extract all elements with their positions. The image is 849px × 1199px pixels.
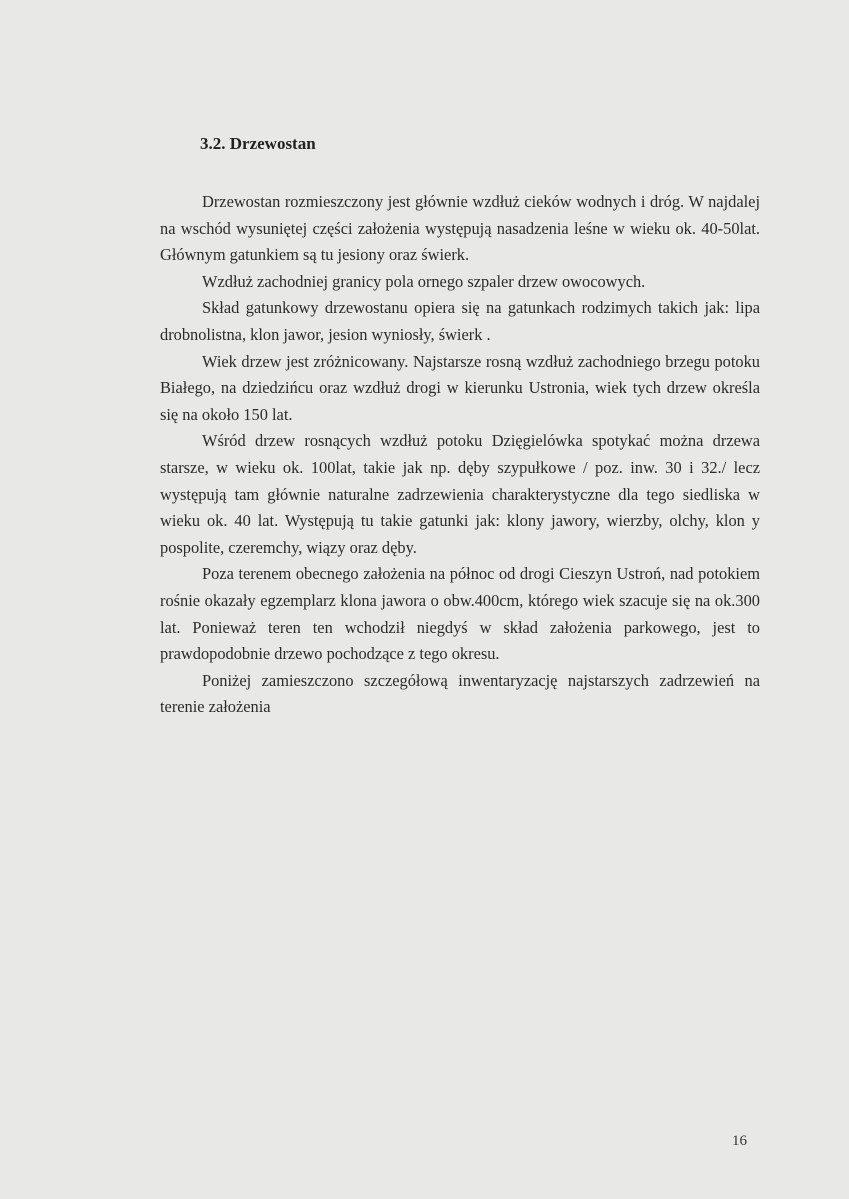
- paragraph: Poza terenem obecnego założenia na północ od drogi Cieszyn Ustroń, nad potokiem rośnie okazały egzemplarz klona jawora o obw.400cm, którego wiek szacuje się na ok.300 lat. Ponieważ teren ten wchodził niegdyś w skład założenia parkowego, jest to prawdopodobnie drzewo pochodzące z tego okresu.: [160, 564, 760, 664]
- section-heading: 3.2. Drzewostan: [200, 134, 316, 153]
- page-number: 16: [732, 1133, 747, 1149]
- paragraph: Skład gatunkowy drzewostanu opiera się na gatunkach rodzimych takich jak: lipa drobnolistna, klon jawor, jesion wyniosły, świerk .: [160, 298, 760, 344]
- paragraph: Drzewostan rozmieszczony jest głównie wzdłuż cieków wodnych i dróg. W najdalej na wschód wysuniętej części założenia występują nasadzenia leśne w wieku ok. 40-50lat. Głównym gatunkiem są tu jesiony oraz świerk.: [160, 192, 760, 265]
- body-text: [160, 189, 760, 721]
- paragraph: Wiek drzew jest zróżnicowany. Najstarsze rosną wzdłuż zachodniego brzegu potoku Białego, na dziedzińcu oraz wzdłuż drogi w kierunku Ustronia, wiek tych drzew określa się na około 150 lat.: [160, 351, 760, 424]
- paragraph: Wśród drzew rosnących wzdłuż potoku Dzięgielówka spotykać można drzewa starsze, w wieku ok. 100lat, takie jak np. dęby szypułkowe / poz. inw. 30 i 32./ lecz występują tam głównie naturalne zadrzewienia charakterystyczne dla tego siedliska w wieku ok. 40 lat. Występują tu takie gatunki jak: klony jawory, wierzby, olchy, klon y pospolite, czeremchy, wiązy oraz dęby.: [160, 431, 760, 557]
- paragraph: Wzdłuż zachodniej granicy pola ornego szpaler drzew owocowych.: [202, 271, 646, 291]
- paragraph: Poniżej zamieszczono szczegółową inwentaryzację najstarszych zadrzewień na terenie założenia: [160, 670, 760, 717]
